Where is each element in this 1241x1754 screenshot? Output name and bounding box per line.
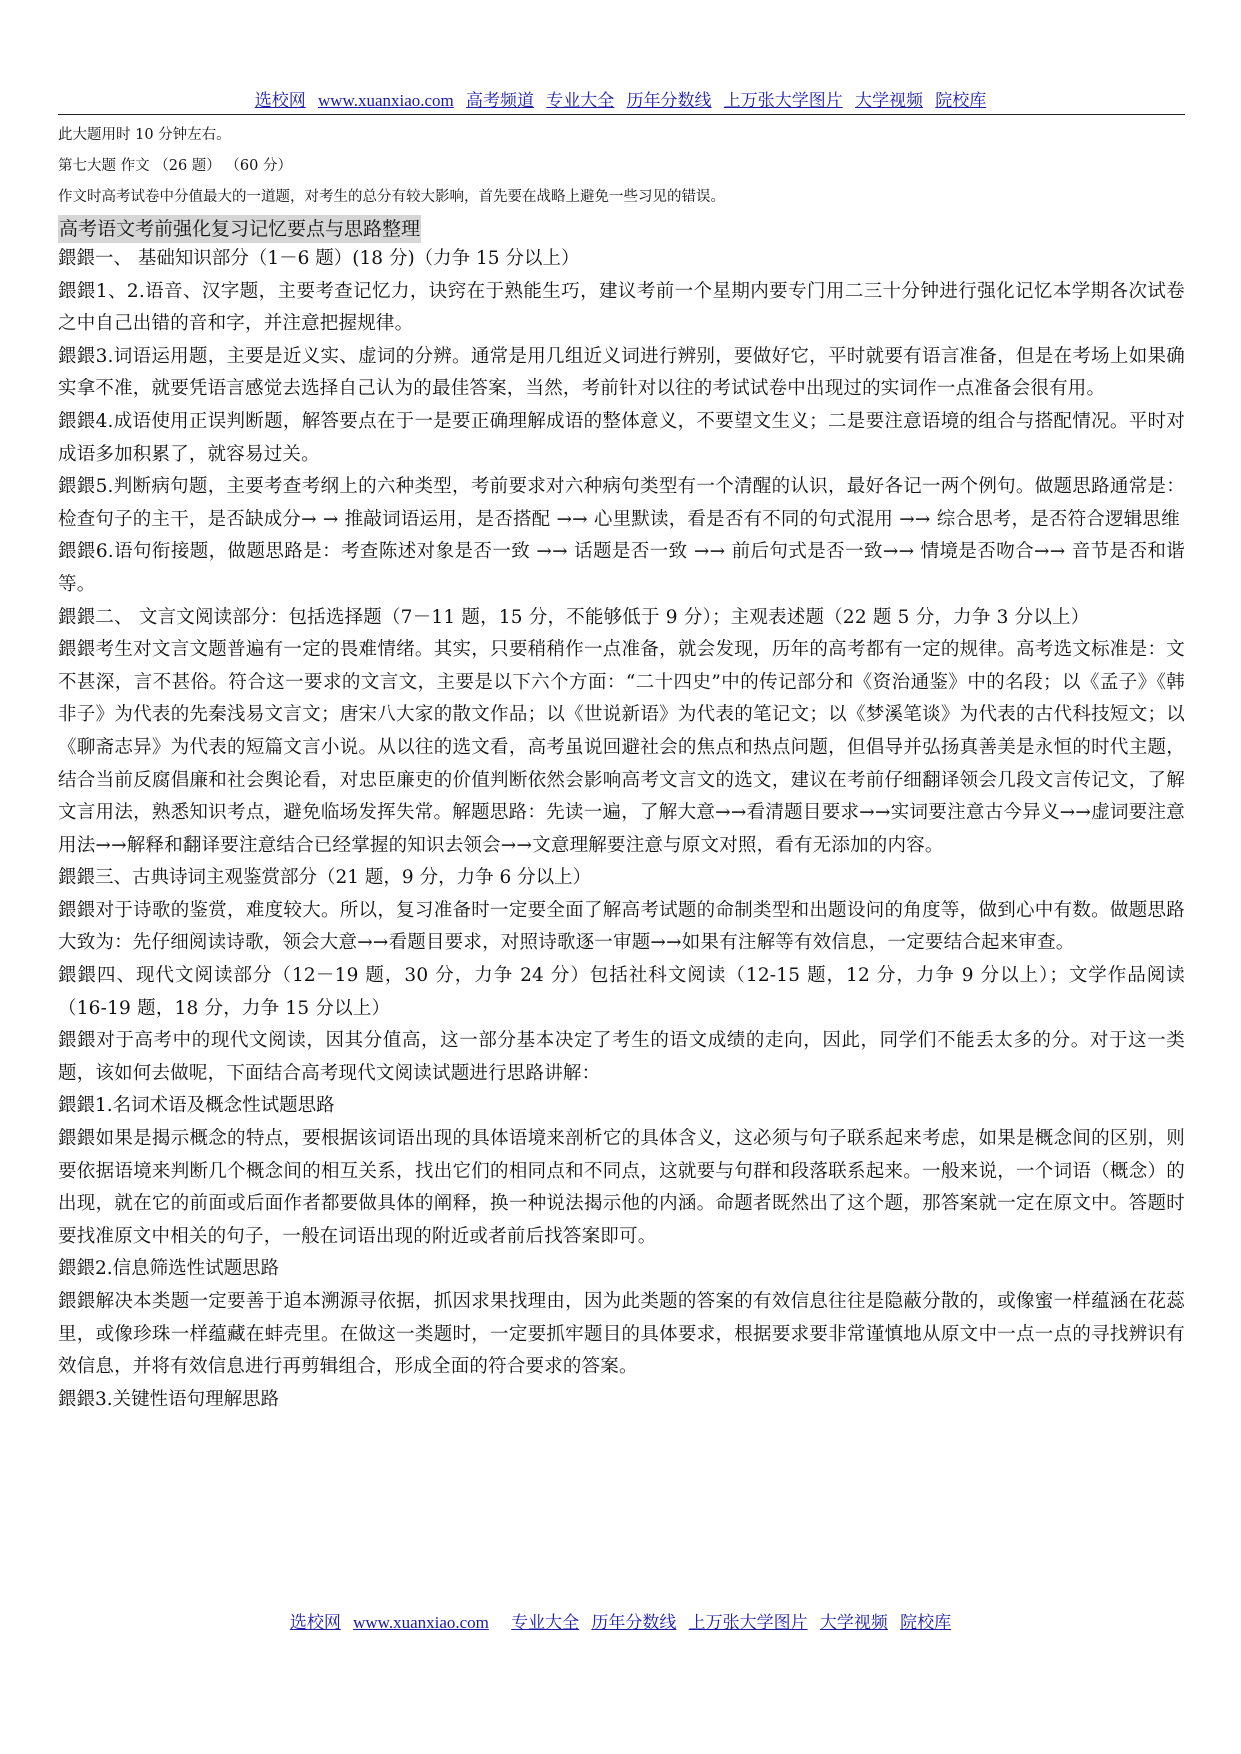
subheading-information-screening: 鍡鍡2.信息筛选性试题思路 — [58, 1258, 280, 1280]
footer-nav — [0, 1608, 1241, 1633]
header-nav — [0, 86, 1241, 111]
section-heading-modern-reading: 鍡鍡四、现代文阅读部分（12－19 题，30 分，力争 24 分）包括社科文阅读（12-15 题，12 分，力争 9 分以上）；文学作品阅读（16-19 题，18 分，力争 15 分以上） — [58, 965, 1185, 1019]
nav-link-university-photos[interactable]: 上万张大学图片 — [723, 91, 843, 110]
footer-link-majors[interactable]: 专业大全 — [511, 1613, 580, 1632]
footer-link-score-lines[interactable]: 历年分数线 — [591, 1613, 677, 1632]
document-body — [58, 120, 1185, 1416]
nav-link-site-url[interactable]: www.xuanxiao.com — [317, 91, 454, 110]
subheading-key-sentences: 鍡鍡3.关键性语句理解思路 — [58, 1388, 280, 1410]
nav-link-school-database[interactable]: 院校库 — [935, 91, 987, 110]
footer-link-university-videos[interactable]: 大学视频 — [819, 1613, 888, 1632]
nav-link-xuanxiao[interactable]: 选校网 — [254, 91, 306, 110]
paragraph-terms-concepts: 鍡鍡如果是揭示概念的特点，要根据该词语出现的具体语境来剖析它的具体含义，这必须与句子联系起来考虑，如果是概念间的区别，则要依据语境来判断几个概念间的相互关系，找出它们的相同点和不同点，这就要与句群和段落联系起来。一般来说，一个词语（概念）的出现，就在它的前面或后面作者都要做具体的阐释，换一种说法揭示他的内涵。命题者既然出了这个题，那答案就一定在原文中。答题时要找准原文中相关的句子，一般在词语出现的附近或者前后找答案即可。 — [58, 1128, 1185, 1247]
paragraph-faulty-sentences: 鍡鍡5.判断病句题，主要考查考纲上的六种类型，考前要求对六种病句类型有一个清醒的认识，最好各记一两个例句。做题思路通常是：检查句子的主干，是否缺成分→ → 推敲词语运用，是否搭配 →→ 心里默读，看是否有不同的句式混用 →→ 综合思考，是否符合逻辑思维 — [58, 476, 1185, 530]
nav-link-score-lines[interactable]: 历年分数线 — [626, 91, 712, 110]
footer-link-site-url[interactable]: www.xuanxiao.com — [353, 1613, 489, 1632]
paragraph-word-usage: 鍡鍡3.词语运用题，主要是近义实、虚词的分辨。通常是用几组近义词进行辨别，要做好它，平时就要有语言准备，但是在考场上如果确实拿不准，就要凭语言感觉去选择自己认为的最佳答案，当然，考前针对以往的考试试卷中出现过的实词作一点准备会很有用。 — [58, 345, 1185, 400]
footer-link-xuanxiao[interactable]: 选校网 — [289, 1613, 341, 1632]
subheading-terms-concepts: 鍡鍡1.名词术语及概念性试题思路 — [58, 1095, 335, 1117]
paragraph-poetry: 鍡鍡对于诗歌的鉴赏，难度较大。所以，复习准备时一定要全面了解高考试题的命制类型和出题设问的角度等，做到心中有数。做题思路大致为：先仔细阅读诗歌，领会大意→→看题目要求，对照诗歌逐一审题→→如果有注解等有效信息，一定要结合起来审查。 — [58, 899, 1185, 954]
section-heading-classical-chinese: 鍡鍡二、 文言文阅读部分：包括选择题（7－11 题，15 分，不能够低于 9 分）；主观表述题（22 题 5 分，力争 3 分以上） — [58, 606, 1090, 628]
footer-link-university-photos[interactable]: 上万张大学图片 — [688, 1613, 808, 1632]
intro-line-3: 作文时高考试卷中分值最大的一道题，对考生的总分有较大影响，首先要在战略上避免一些习见的错误。 — [58, 189, 725, 205]
paragraph-pronunciation-characters: 鍡鍡1、2.语音、汉字题，主要考查记忆力，诀窍在于熟能生巧，建议考前一个星期内要专门用二三十分钟进行强化记忆本学期各次试卷之中自己出错的音和字，并注意把握规律。 — [58, 280, 1185, 335]
section-heading-poetry: 鍡鍡三、古典诗词主观鉴赏部分（21 题，9 分，力争 6 分以上） — [58, 867, 592, 889]
document-title: 高考语文考前强化复习记忆要点与思路整理 — [58, 215, 421, 243]
paragraph-modern-reading: 鍡鍡对于高考中的现代文阅读，因其分值高，这一部分基本决定了考生的语文成绩的走向，因此，同学们不能丢太多的分。对于这一类题，该如何去做呢，下面结合高考现代文阅读试题进行思路讲解： — [58, 1030, 1185, 1084]
nav-link-gaokao-channel[interactable]: 高考频道 — [466, 91, 535, 110]
nav-link-majors[interactable]: 专业大全 — [546, 91, 615, 110]
section-heading-basic-knowledge: 鍡鍡一、 基础知识部分（1－6 题）(18 分)（力争 15 分以上） — [58, 248, 580, 269]
intro-line-1: 此大题用时 10 分钟左右。 — [58, 127, 231, 143]
paragraph-idioms: 鍡鍡4.成语使用正误判断题，解答要点在于一是要正确理解成语的整体意义，不要望文生义；二是要注意语境的组合与搭配情况。平时对成语多加积累了，就容易过关。 — [58, 410, 1185, 465]
paragraph-sentence-cohesion: 鍡鍡6.语句衔接题，做题思路是：考查陈述对象是否一致 →→ 话题是否一致 →→ 前后句式是否一致→→ 情境是否吻合→→ 音节是否和谐等。 — [58, 541, 1185, 595]
footer-link-school-database[interactable]: 院校库 — [900, 1613, 952, 1632]
nav-link-university-videos[interactable]: 大学视频 — [855, 91, 924, 110]
paragraph-classical-chinese: 鍡鍡考生对文言文题普遍有一定的畏难情绪。其实，只要稍稍作一点准备，就会发现，历年的高考都有一定的规律。高考选文标准是：文不甚深，言不甚俗。符合这一要求的文言文，主要是以下六个方面：“二十四史”中的传记部分和《资治通鉴》中的名段；以《孟子》《韩非子》为代表的先秦浅易文言文；唐宋八大家的散文作品；以《世说新语》为代表的笔记文；以《梦溪笔谈》为代表的古代科技短文；以《聊斋志异》为代表的短篇文言小说。从以往的选文看，高考虽说回避社会的焦点和热点问题，但倡导并弘扬真善美是永恒的时代主题，结合当前反腐倡廉和社会舆论看，对忠臣廉吏的价值判断依然会影响高考文言文的选文，建议在考前仔细翻译领会几段文言传记文，了解文言用法，熟悉知识考点，避免临场发挥失常。解题思路：先读一遍，了解大意→→看清题目要求→→实词要注意古今异义→→虚词要注意用法→→解释和翻译要注意结合已经掌握的知识去领会→→文意理解要注意与原文对照，看有无添加的内容。 — [58, 639, 1185, 856]
intro-line-2: 第七大题 作文 （26 题） （60 分） — [58, 158, 292, 174]
paragraph-information-screening: 鍡鍡解决本类题一定要善于追本溯源寻依据，抓因求果找理由，因为此类题的答案的有效信息往往是隐蔽分散的，或像蜜一样蕴涵在花蕊里，或像珍珠一样蕴藏在蚌壳里。在做这一类题时，一定要抓牢题目的具体要求，根据要求要非常谨慎地从原文中一点一点的寻找辨识有效信息，并将有效信息进行再剪辑组合，形成全面的符合要求的答案。 — [58, 1291, 1185, 1378]
header-divider — [58, 114, 1185, 115]
